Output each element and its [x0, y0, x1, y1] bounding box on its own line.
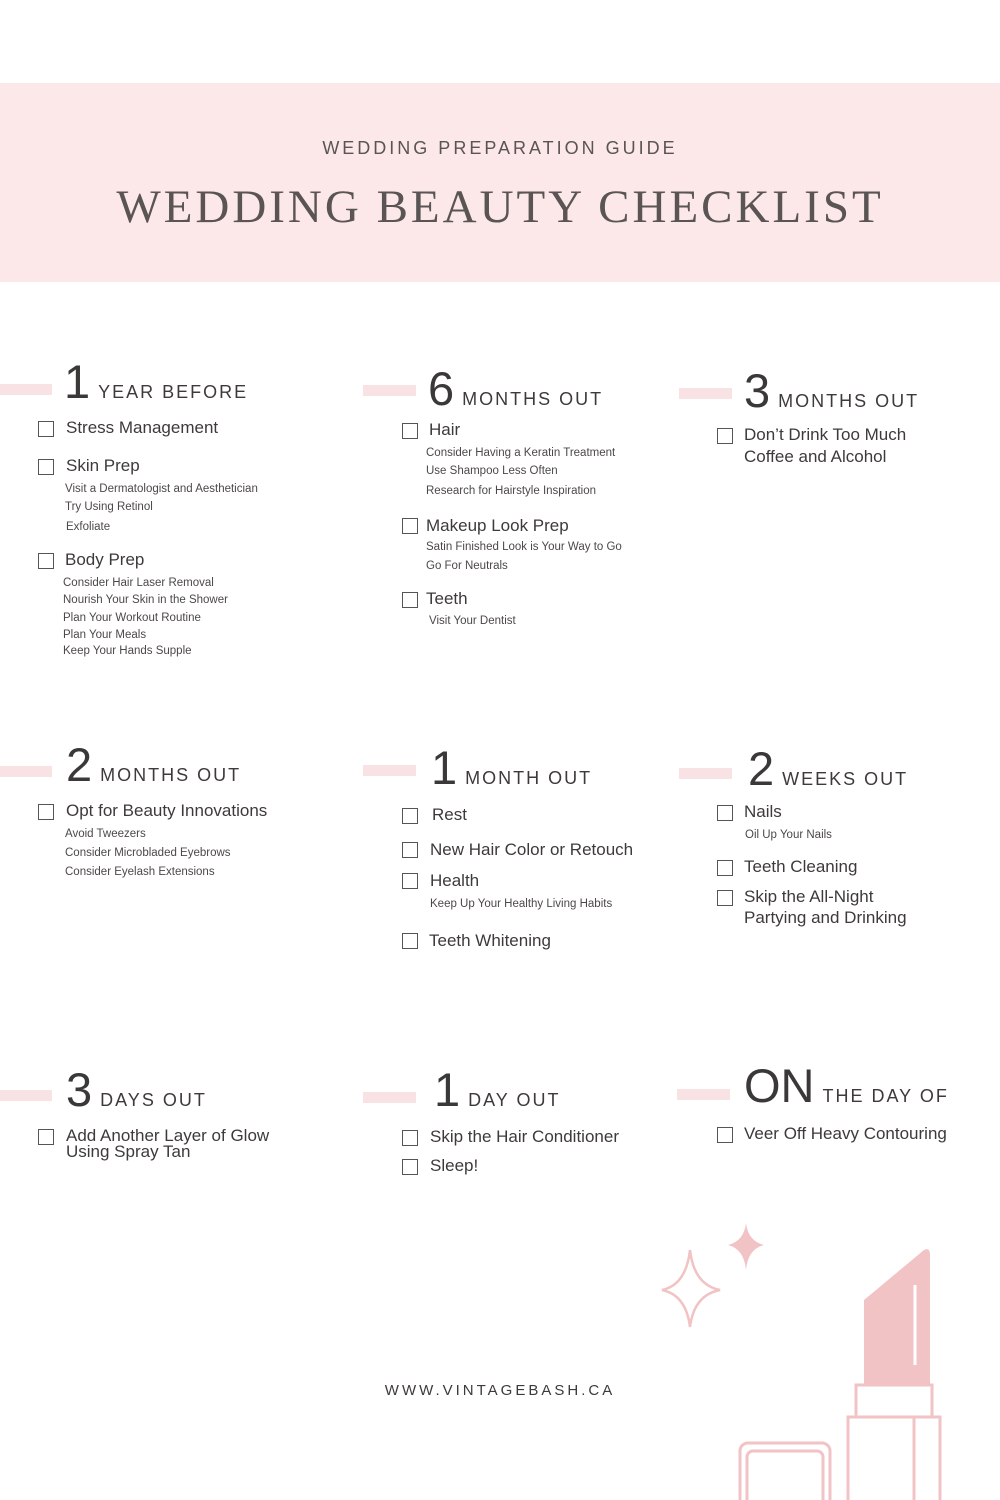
- compact-icon: [740, 1443, 830, 1500]
- item-label: Opt for Beauty Innovations: [66, 801, 268, 820]
- item-label: Health: [430, 871, 480, 890]
- section-number: 1: [431, 741, 458, 794]
- section-title: DAYS OUT: [100, 1090, 207, 1110]
- checkbox[interactable]: [402, 423, 418, 439]
- checkbox[interactable]: [717, 860, 733, 876]
- checkbox[interactable]: [38, 1129, 54, 1145]
- sub-item: Visit a Dermatologist and Aesthetician: [65, 483, 258, 495]
- accent-bar: [363, 1092, 416, 1103]
- section-number: 1: [64, 355, 91, 408]
- section-title: MONTH OUT: [465, 768, 593, 788]
- checkbox[interactable]: [402, 1130, 418, 1146]
- item-label: Stress Management: [66, 418, 219, 437]
- checkbox[interactable]: [402, 518, 418, 534]
- section-number: ON: [744, 1059, 815, 1112]
- decor-illustration: [650, 1215, 1000, 1500]
- section-number: 2: [748, 742, 775, 795]
- website-url: WWW.VINTAGEBASH.CA: [384, 1382, 616, 1399]
- section-heading: [431, 740, 592, 795]
- sub-item: Consider Hair Laser Removal: [63, 577, 214, 589]
- sub-item: Plan Your Workout Routine: [63, 612, 201, 624]
- checkbox[interactable]: [717, 1127, 733, 1143]
- item-label: Makeup Look Prep: [426, 516, 569, 535]
- item-label: Skip the Hair Conditioner: [430, 1127, 619, 1146]
- item-label-line2: Coffee and Alcohol: [744, 447, 887, 466]
- section-heading: [744, 363, 919, 418]
- sub-item: Keep Up Your Healthy Living Habits: [430, 898, 613, 910]
- section-title: MONTHS OUT: [778, 391, 920, 411]
- section-title: MONTHS OUT: [100, 765, 242, 785]
- item-label-line2: Partying and Drinking: [744, 908, 907, 927]
- sub-item: Plan Your Meals: [63, 629, 147, 641]
- page-subtitle: WEDDING PREPARATION GUIDE: [322, 138, 678, 158]
- accent-bar: [0, 766, 52, 777]
- section-number: 3: [744, 364, 771, 417]
- section-title: THE DAY OF: [822, 1086, 949, 1106]
- section-heading: [66, 737, 241, 792]
- section-heading: [428, 361, 603, 416]
- checkbox[interactable]: [717, 428, 733, 444]
- lipstick-icon: [848, 1249, 940, 1500]
- item-label: Hair: [429, 420, 461, 439]
- sub-item: Try Using Retinol: [65, 501, 153, 513]
- checkbox[interactable]: [402, 592, 418, 608]
- section-title: MONTHS OUT: [462, 389, 604, 409]
- sparkle-icon: [728, 1223, 764, 1270]
- checkbox[interactable]: [402, 808, 418, 824]
- sparkle-icon: [662, 1250, 720, 1327]
- checkbox[interactable]: [402, 842, 418, 858]
- item-label: Rest: [432, 805, 467, 824]
- item-label: Skin Prep: [66, 456, 140, 475]
- section-number: 3: [66, 1063, 93, 1116]
- accent-bar: [0, 384, 52, 395]
- section-number: 1: [434, 1063, 461, 1116]
- item-label: Veer Off Heavy Contouring: [744, 1124, 947, 1143]
- sub-item: Avoid Tweezers: [65, 828, 146, 840]
- item-label: Sleep!: [430, 1156, 479, 1175]
- section-title: DAY OUT: [468, 1090, 561, 1110]
- item-label: Skip the All-Night: [744, 887, 874, 906]
- checkbox[interactable]: [38, 459, 54, 475]
- page-title: WEDDING BEAUTY CHECKLIST: [116, 181, 884, 233]
- section-heading: [64, 354, 248, 409]
- checkbox[interactable]: [38, 421, 54, 437]
- checkbox[interactable]: [38, 553, 54, 569]
- sub-item: Go For Neutrals: [426, 560, 508, 572]
- checkbox[interactable]: [402, 933, 418, 949]
- sub-item: Oil Up Your Nails: [745, 829, 832, 841]
- section-heading: [744, 1058, 949, 1113]
- sub-item: Research for Hairstyle Inspiration: [426, 485, 597, 497]
- sub-item: Nourish Your Skin in the Shower: [63, 594, 228, 606]
- sub-item: Keep Your Hands Supple: [63, 645, 192, 657]
- sub-item: Consider Eyelash Extensions: [65, 866, 215, 878]
- sub-item: Exfoliate: [66, 521, 111, 533]
- section-number: 6: [428, 362, 455, 415]
- item-label: Teeth Cleaning: [744, 857, 858, 876]
- checkbox[interactable]: [717, 890, 733, 906]
- sub-item: Satin Finished Look is Your Way to Go: [426, 541, 622, 553]
- item-label: Don’t Drink Too Much: [744, 425, 907, 444]
- item-label: Teeth: [426, 589, 468, 608]
- item-label: Teeth Whitening: [429, 931, 551, 950]
- section-heading: [66, 1062, 207, 1117]
- checkbox[interactable]: [402, 1159, 418, 1175]
- item-label: Add Another Layer of Glow: [66, 1126, 270, 1145]
- item-label: New Hair Color or Retouch: [430, 840, 634, 859]
- sub-item: Consider Having a Keratin Treatment: [426, 447, 616, 459]
- accent-bar: [363, 385, 416, 396]
- accent-bar: [363, 765, 416, 776]
- checkbox[interactable]: [717, 805, 733, 821]
- accent-bar: [0, 1090, 52, 1101]
- checkbox[interactable]: [38, 804, 54, 820]
- section-title: YEAR BEFORE: [98, 382, 249, 402]
- section-heading: [434, 1062, 561, 1117]
- item-label: Body Prep: [65, 550, 145, 569]
- sub-item: Use Shampoo Less Often: [426, 465, 558, 477]
- item-label: Nails: [744, 802, 782, 821]
- section-title: WEEKS OUT: [782, 769, 909, 789]
- checkbox[interactable]: [402, 873, 418, 889]
- sub-item: Consider Microbladed Eyebrows: [65, 847, 231, 859]
- section-number: 2: [66, 738, 93, 791]
- accent-bar: [679, 768, 732, 779]
- section-heading: [748, 741, 908, 796]
- accent-bar: [679, 388, 732, 399]
- item-label-line2: Using Spray Tan: [66, 1142, 191, 1161]
- accent-bar: [677, 1089, 730, 1100]
- sub-item: Visit Your Dentist: [429, 615, 516, 627]
